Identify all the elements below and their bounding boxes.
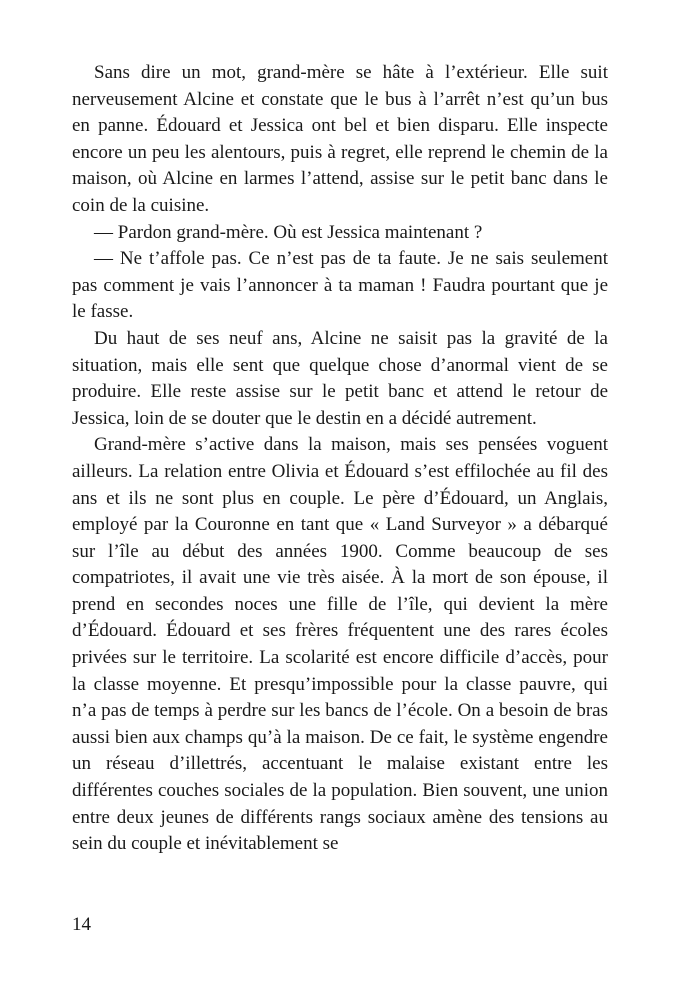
paragraph: Sans dire un mot, grand-mère se hâte à l’extérieur. Elle suit nerveusement Alcine et constate que le bus à l’arrêt n’est qu’un bus en panne. Édouard et Jessica ont bel et bien disparu. Elle inspecte encore un peu les alentours, puis à regret, elle reprend le chemin de la maison, où Alcine en larmes l’attend, assise sur le petit banc dans le coin de la cuisine. bbox=[72, 62, 608, 216]
paragraph: Grand-mère s’active dans la maison, mais ses pensées voguent ailleurs. La relation entre Olivia et Édouard s’est effilochée au fil des ans et ils ne sont plus en couple. Le père d’Édouard, un Anglais, employé par la Couronne en tant que « Land Surveyor » a débarqué sur l’île au début des années 1900. Comme beaucoup de ses compatriotes, il avait une vie très aisée. À la mort de son épouse, il prend en secondes noces une fille de l’île, qui devient la mère d’Édouard. Édouard et ses frères fréquentent une des rares écoles privées sur le territoire. La scolarité est encore difficile d’accès, pour la classe moyenne. Et presqu’impossible pour la classe pauvre, qui n’a pas de temps à perdre sur les bancs de l’école. On a besoin de bras aussi bien aux champs qu’à la maison. De ce fait, le système engendre un réseau d’illettrés, accentuant le malaise existant entre les différentes couches sociales de la population. Bien souvent, une union entre deux jeunes de différents rangs sociaux amène des tensions au sein du couple et inévitablement se bbox=[72, 434, 608, 855]
page-number: 14 bbox=[72, 914, 91, 935]
dialogue-line: — Pardon grand-mère. Où est Jessica maintenant ? bbox=[94, 221, 483, 243]
paragraph: Du haut de ses neuf ans, Alcine ne saisit pas la gravité de la situation, mais elle sent que quelque chose d’anormal vient de se produire. Elle reste assise sur le petit banc et attend le retour de Jessica, loin de se douter que le destin en a décidé autrement. bbox=[72, 327, 608, 429]
body-text bbox=[72, 60, 608, 858]
dialogue-line: — Ne t’affole pas. Ce n’est pas de ta faute. Je ne sais seulement pas comment je vais l’annoncer à ta maman ! Faudra pourtant que je le fasse. bbox=[72, 248, 608, 323]
